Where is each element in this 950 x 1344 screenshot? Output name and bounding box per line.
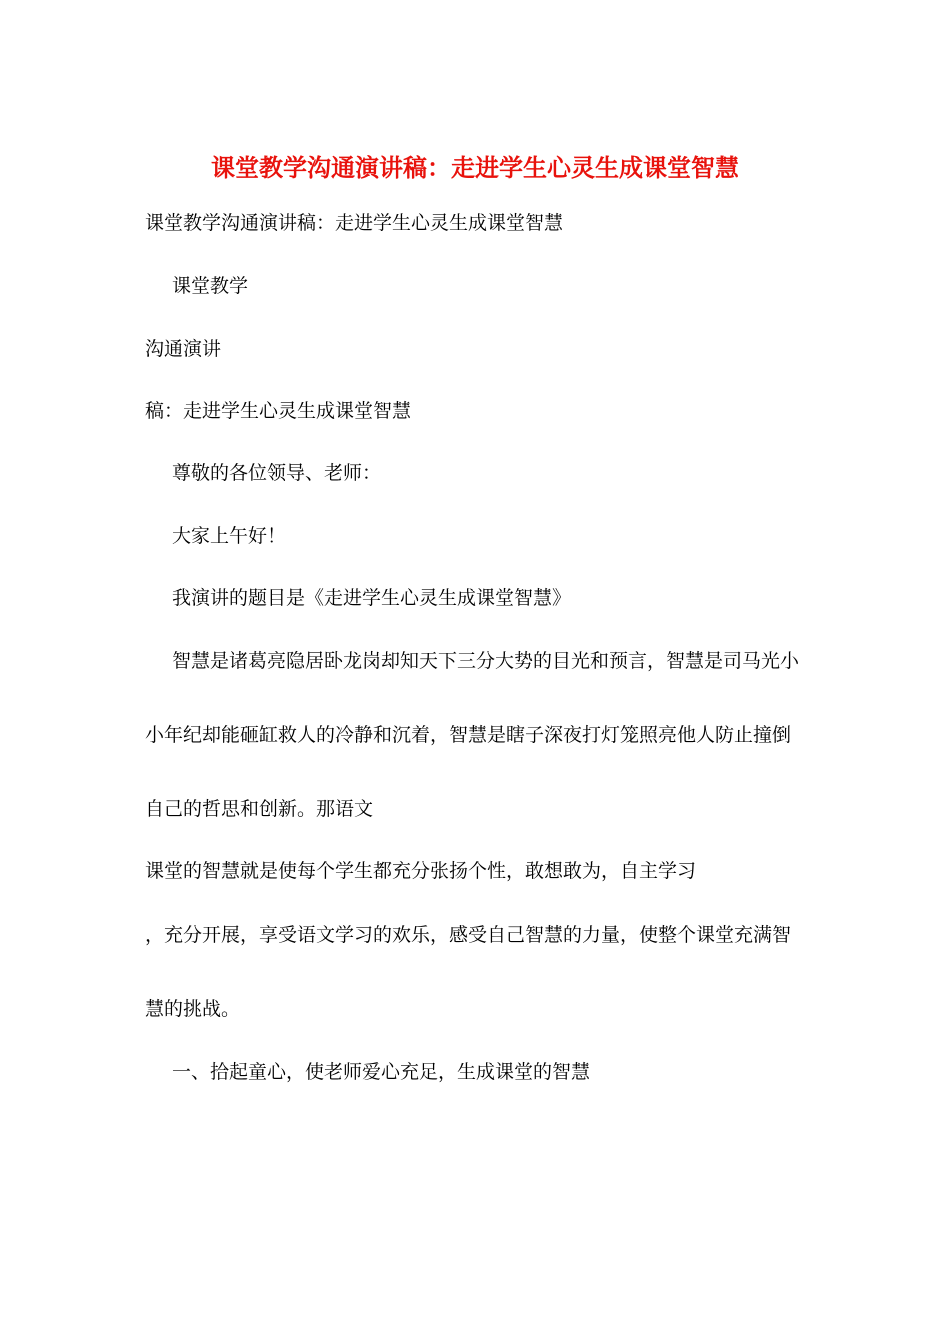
body-line: 自己的哲思和创新。那语文 [145,798,374,820]
body-line: 慧的挑战。 [145,998,241,1020]
section-heading: 一、拾起童心，使老师爱心充足，生成课堂的智慧 [172,1061,591,1083]
body-line: 大家上午好！ [172,525,287,547]
body-line-greeting: 尊敬的各位领导、老师： [172,462,382,484]
document-title: 课堂教学沟通演讲稿：走进学生心灵生成课堂智慧 [211,153,739,182]
body-line-subtitle: 课堂教学沟通演讲稿：走进学生心灵生成课堂智慧 [145,212,564,234]
body-line: 小年纪却能砸缸救人的冷静和沉着，智慧是瞎子深夜打灯笼照亮他人防止撞倒 [145,724,792,746]
body-line: 沟通演讲 [145,338,222,360]
body-line: 稿：走进学生心灵生成课堂智慧 [145,400,412,422]
body-line: 智慧是诸葛亮隐居卧龙岗却知天下三分大势的目光和预言，智慧是司马光小 [172,650,800,672]
body-line: 我演讲的题目是《走进学生心灵生成课堂智慧》 [172,587,572,609]
body-line: ，充分开展，享受语文学习的欢乐，感受自己智慧的力量，使整个课堂充满智 [145,924,792,946]
body-line: 课堂的智慧就是使每个学生都充分张扬个性，敢想敢为，自主学习 [145,860,697,882]
body-line: 课堂教学 [172,275,249,297]
